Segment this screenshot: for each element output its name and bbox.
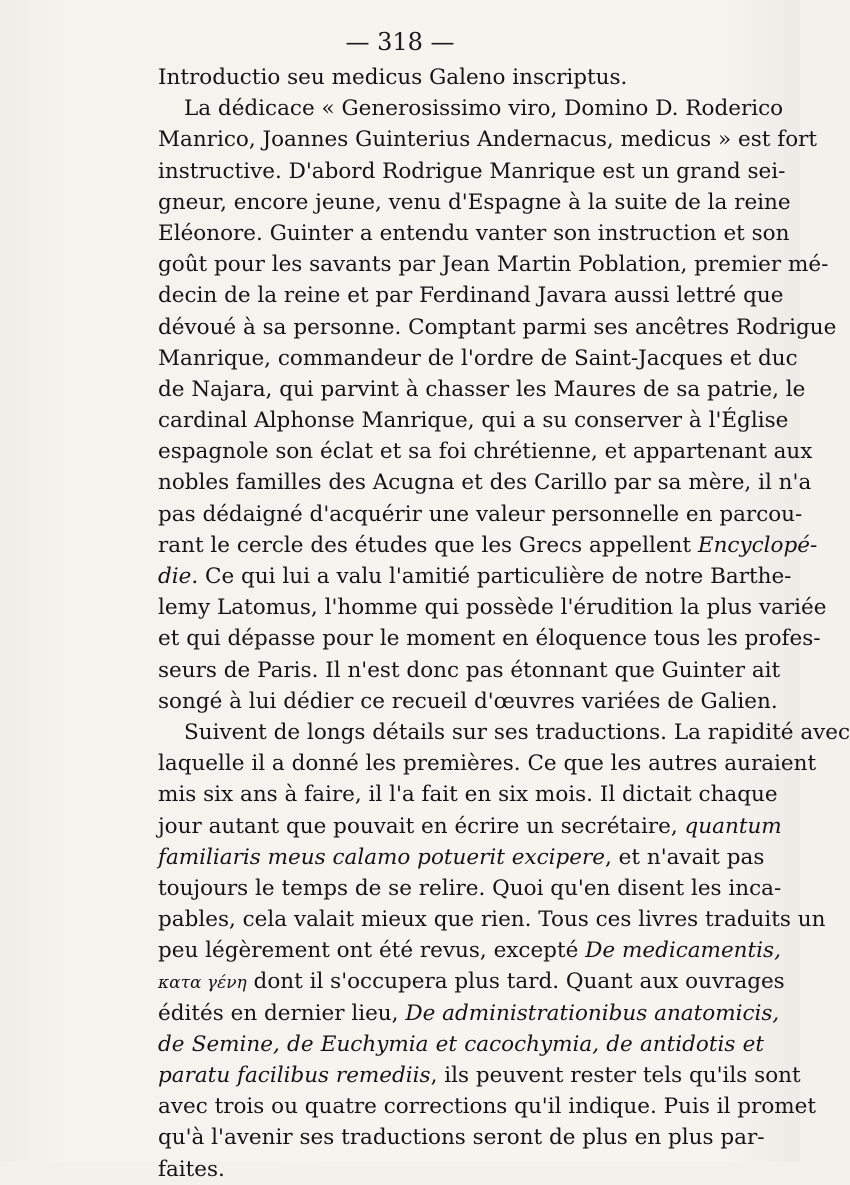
text-line: pas dédaigné d'acquérir une valeur personnelle en parcou-	[158, 501, 803, 527]
text-line: familiaris meus calamo potuerit excipere, et n'avait pas	[158, 844, 765, 870]
text-line: édités en dernier lieu, De administrationibus anatomicis,	[158, 1000, 780, 1026]
text-line: Manrico, Joannes Guinterius Andernacus, medicus » est fort	[158, 127, 818, 153]
text-line: qu'à l'avenir ses traductions seront de plus en plus par-	[158, 1125, 765, 1151]
text-line: mis six ans à faire, il l'a fait en six mois. Il dictait chaque	[158, 782, 778, 808]
text-line: espagnole son éclat et sa foi chrétienne, et appartenant aux	[158, 439, 813, 465]
text-line: paratu facilibus remediis, ils peuvent rester tels qu'ils sont	[158, 1063, 801, 1088]
text-line: dévoué à sa personne. Comptant parmi ses ancêtres Rodrigue	[158, 314, 837, 340]
text-line: lemy Latomus, l'homme qui possède l'érudition la plus variée	[158, 595, 827, 621]
text-line: peu légèrement ont été revus, excepté De medicamentis,	[158, 938, 781, 964]
text-line: de Semine, de Euchymia et cacochymia, de antidotis et	[158, 1031, 764, 1057]
text-line: avec trois ou quatre corrections qu'il indique. Puis il promet	[158, 1094, 817, 1120]
page-number: — 318 —	[345, 28, 455, 56]
text-line: songé à lui dédier ce recueil d'œuvres variées de Galien.	[158, 688, 778, 714]
text-line: seurs de Paris. Il n'est donc pas étonnant que Guinter ait	[158, 657, 781, 683]
text-line: decin de la reine et par Ferdinand Javara aussi lettré que	[158, 283, 784, 309]
text-line: cardinal Alphonse Manrique, qui a su conserver à l'Église	[158, 408, 789, 434]
text-line: goût pour les savants par Jean Martin Poblation, premier mé-	[158, 252, 829, 278]
text-line: Introductio seu medicus Galeno inscriptus.	[158, 65, 628, 90]
text-line: La dédicace « Generosissimo viro, Domino D. Roderico	[184, 96, 784, 122]
text-line: pables, cela valait mieux que rien. Tous ces livres traduits un	[158, 907, 826, 933]
text-line: rant le cercle des études que les Grecs appellent Encyclopé-	[158, 532, 818, 558]
text-line: laquelle il a donné les premières. Ce que les autres auraient	[158, 751, 817, 777]
text-line: Manrique, commandeur de l'ordre de Saint-Jacques et duc	[158, 345, 798, 371]
text-line: die. Ce qui lui a valu l'amitié particulière de notre Barthe-	[158, 564, 792, 589]
text-line: κατα γένη dont il s'occupera plus tard. Quant aux ouvrages	[158, 969, 785, 995]
text-line: Eléonore. Guinter a entendu vanter son instruction et son	[158, 220, 790, 246]
text-line: faites.	[158, 1156, 225, 1182]
text-line: gneur, encore jeune, venu d'Espagne à la suite de la reine	[158, 189, 791, 215]
text-line: instructive. D'abord Rodrigue Manrique est un grand sei-	[158, 158, 786, 184]
body-text	[158, 62, 850, 1185]
text-line: Suivent de longs détails sur ses traductions. La rapidité avec	[184, 719, 850, 745]
text-line: nobles familles des Acugna et des Carillo par sa mère, il n'a	[158, 470, 812, 496]
text-line: toujours le temps de se relire. Quoi qu'en disent les inca-	[158, 875, 782, 901]
text-line: de Najara, qui parvint à chasser les Maures de sa patrie, le	[158, 376, 806, 402]
text-line: et qui dépasse pour le moment en éloquence tous les profes-	[158, 626, 821, 652]
text-line: jour autant que pouvait en écrire un secrétaire, quantum	[158, 813, 782, 839]
